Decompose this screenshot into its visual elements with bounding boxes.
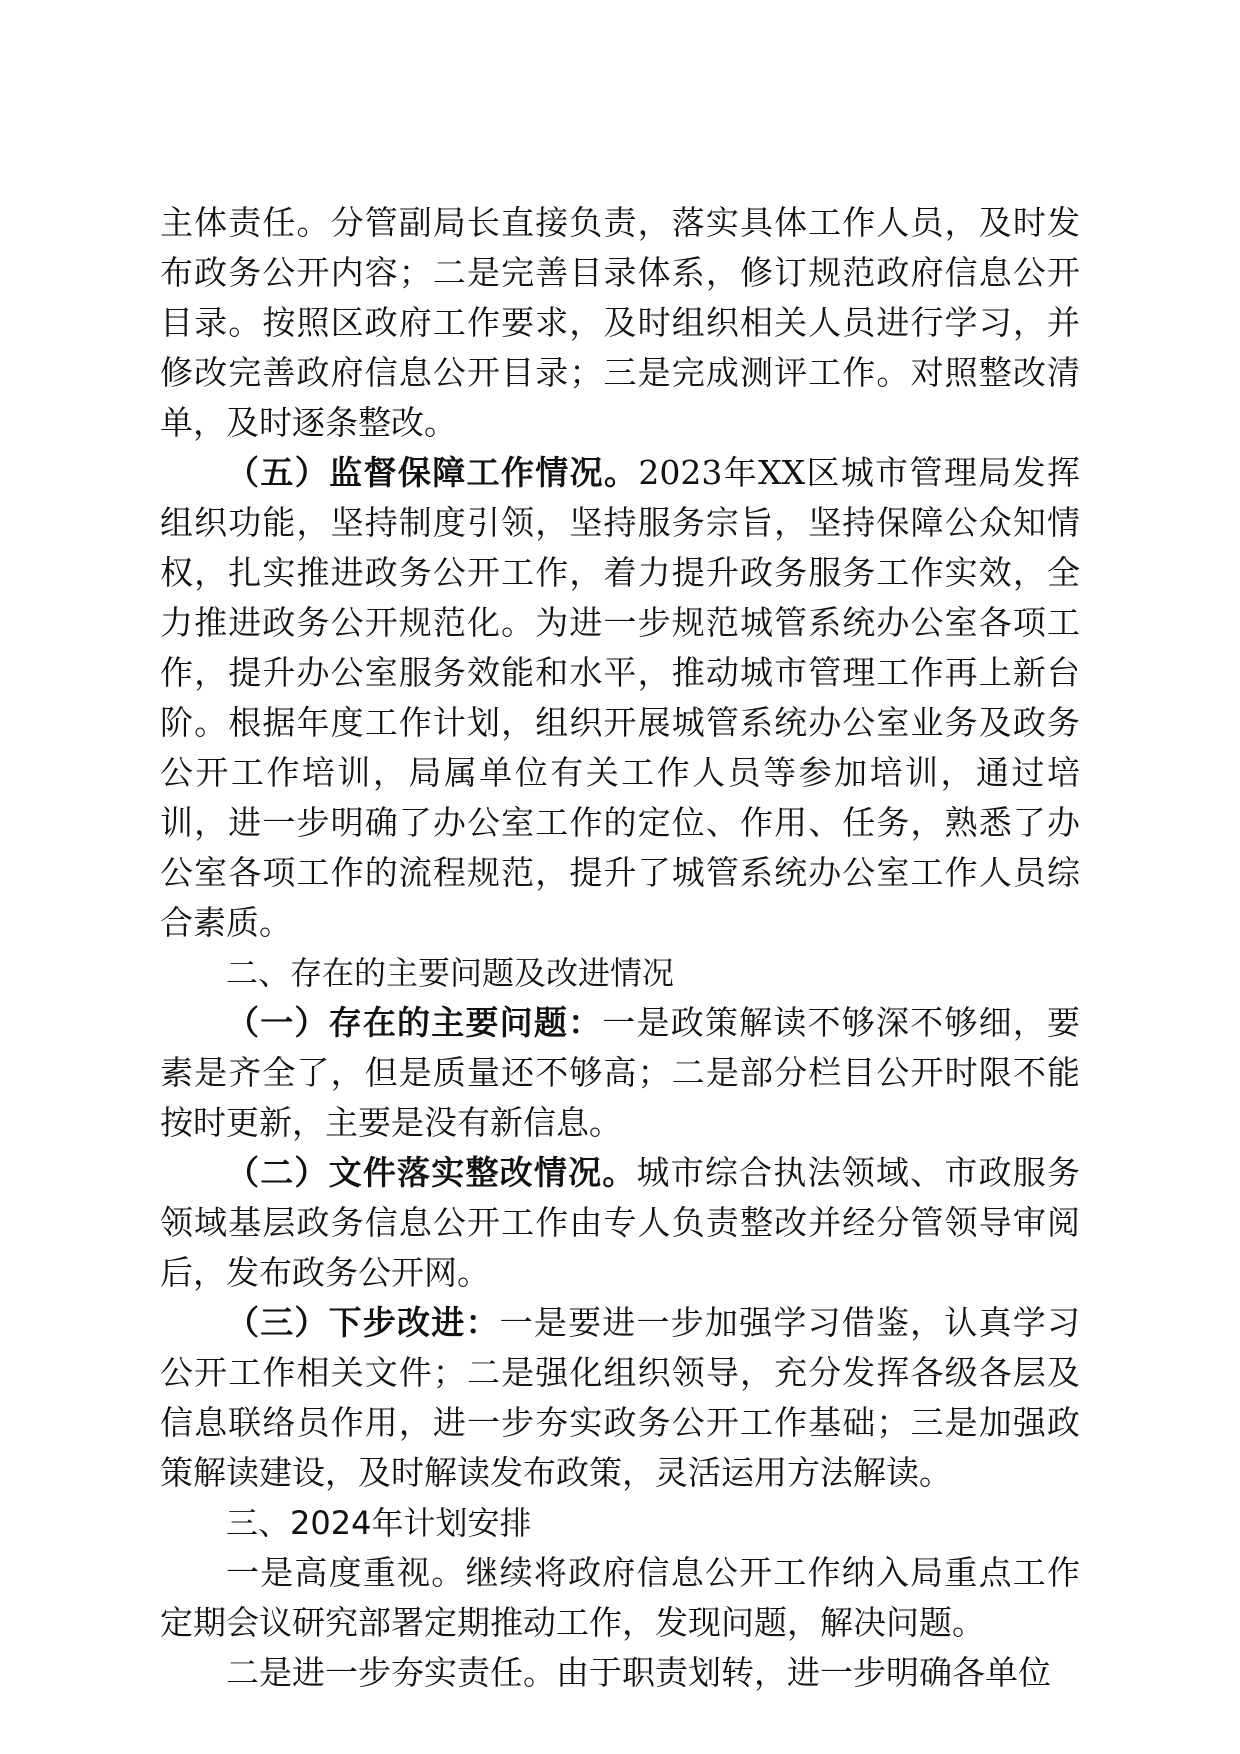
paragraph-supervision-lead: （五）监督保障工作情况。	[226, 453, 639, 492]
paragraph-next-steps-lead: （三）下步改进：	[226, 1303, 500, 1342]
document-body	[160, 198, 1080, 1698]
paragraph-rectification-body: 城市综合执法领域、市政服务领域基层政务信息公开工作由专人负责整改并经分管领导审阅后，发布政务公开网。	[160, 1153, 1081, 1292]
paragraph-problems	[160, 998, 1080, 1148]
paragraph-rectification	[160, 1148, 1080, 1298]
paragraph-supervision	[160, 448, 1080, 948]
paragraph-continuation	[160, 198, 1080, 448]
paragraph-rectification-lead: （二）文件落实整改情况。	[226, 1153, 637, 1192]
paragraph-next-steps	[160, 1298, 1080, 1498]
section-heading-problems: 二、存在的主要问题及改进情况	[226, 954, 675, 992]
paragraph-continuation-text: 主体责任。分管副局长直接负责，落实具体工作人员，及时发布政务公开内容；二是完善目录体系，修订规范政府信息公开目录。按照区政府工作要求，及时组织相关人员进行学习，并修改完善政府信息公开目录；三是完成测评工作。对照整改清单，及时逐条整改。	[160, 203, 1080, 442]
paragraph-problems-lead: （一）存在的主要问题：	[226, 1003, 603, 1042]
paragraph-next-steps-body: 一是要进一步加强学习借鉴，认真学习公开工作相关文件；二是强化组织领导，充分发挥各级各层及信息联络员作用，进一步夯实政务公开工作基础；三是加强政策解读建设，及时解读发布政策，灵活运用方法解读。	[160, 1303, 1081, 1492]
paragraph-problems-body: 一是政策解读不够深不够细，要素是齐全了，但是质量还不够高；二是部分栏目公开时限不能按时更新，主要是没有新信息。	[160, 1003, 1081, 1142]
paragraph-supervision-body: 2023年XX区城市管理局发挥组织功能，坚持制度引领，坚持服务宗旨，坚持保障公众知情权，扎实推进政务公开工作，着力提升政务服务工作实效，全力推进政务公开规范化。为进一步规范城管系统办公室各项工作，提升办公室服务效能和水平，推动城市管理工作再上新台阶。根据年度工作计划，组织开展城管系统办公室业务及政务公开工作培训，局属单位有关工作人员等参加培训，通过培训，进一步明确了办公室工作的定位、作用、任务，熟悉了办公室各项工作的流程规范，提升了城管系统办公室工作人员综合素质。	[160, 453, 1081, 942]
paragraph-plan-1: 一是高度重视。继续将政府信息公开工作纳入局重点工作定期会议研究部署定期推动工作，发现问题，解决问题。	[160, 1553, 1080, 1642]
section-heading-plan: 三、2024年计划安排	[226, 1504, 532, 1542]
paragraph-plan-2: 二是进一步夯实责任。由于职责划转，进一步明确各单位	[226, 1653, 1051, 1692]
